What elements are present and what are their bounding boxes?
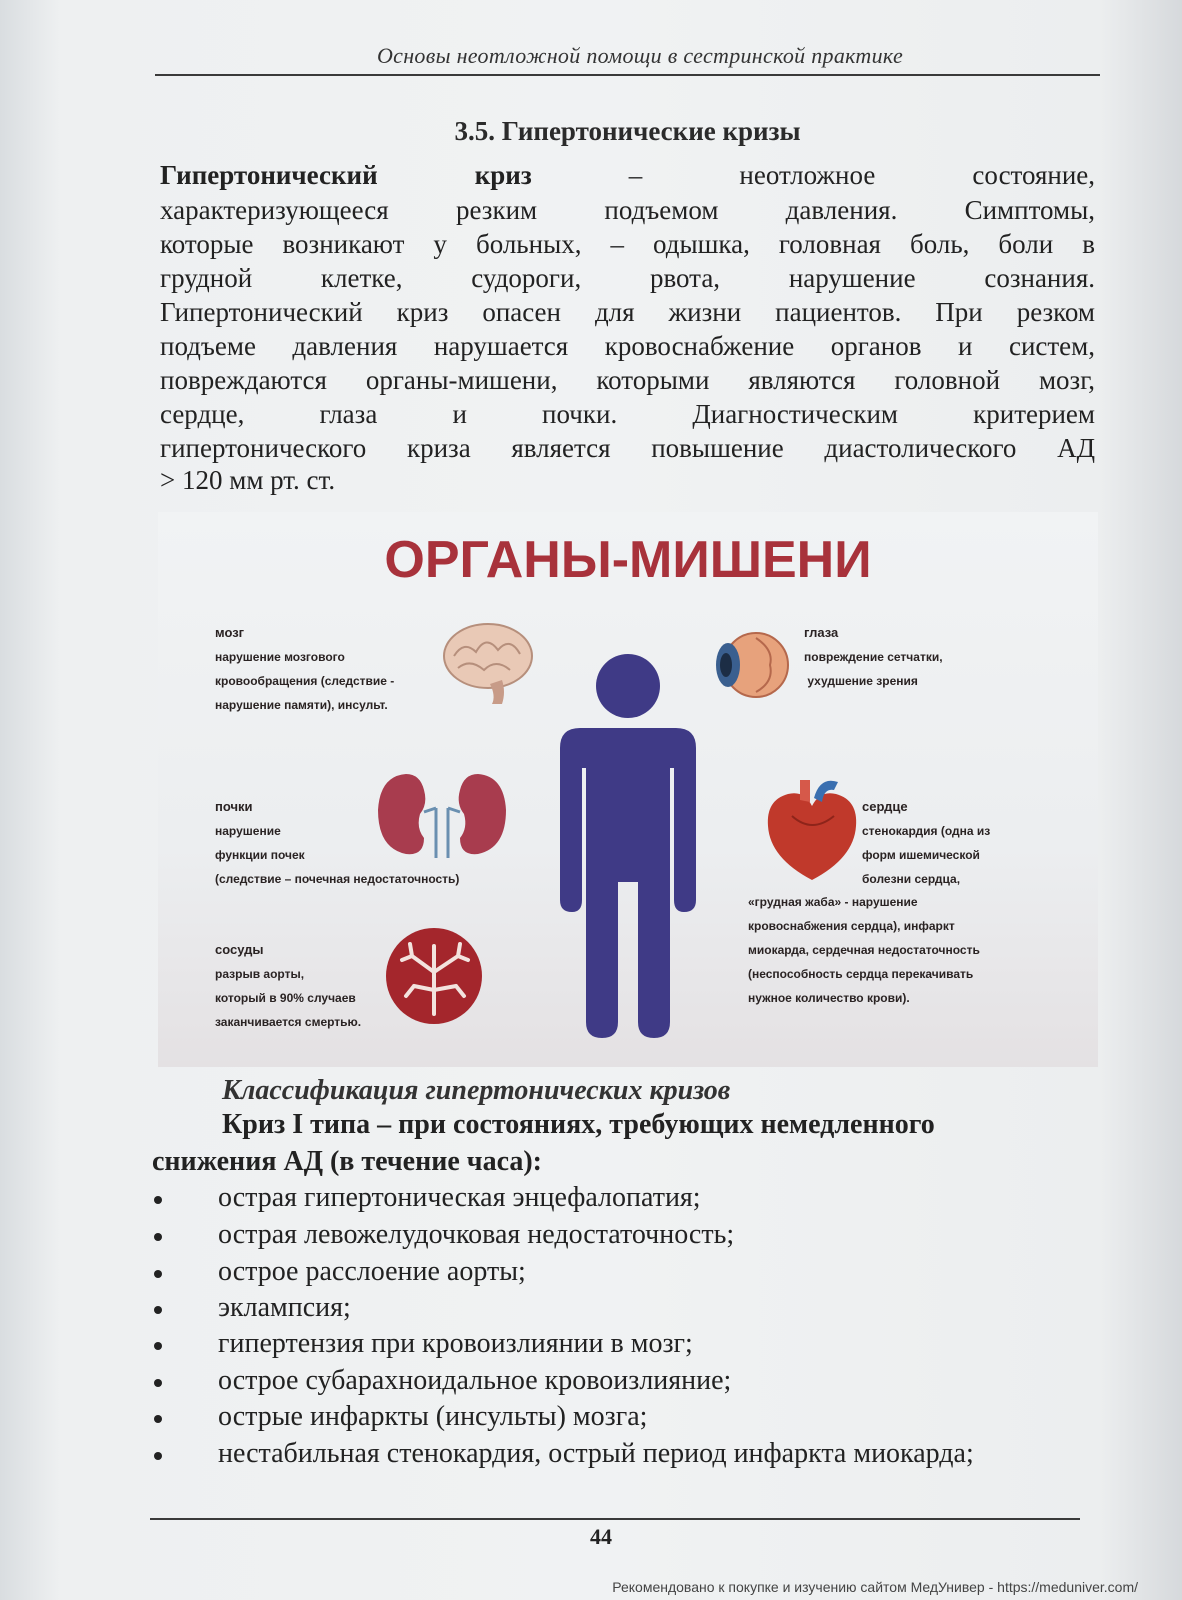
word: состояние, xyxy=(972,160,1096,190)
vessels-line: который в 90% случаев xyxy=(215,991,356,1005)
page-number: 44 xyxy=(590,1524,612,1549)
heart-more-line: миокарда, сердечная недостаточность xyxy=(748,943,980,957)
heart-text xyxy=(862,795,990,891)
eyes-text xyxy=(804,621,943,693)
bullet-icon xyxy=(154,1270,162,1278)
brain-text xyxy=(215,621,394,717)
eyes-title: глаза xyxy=(804,625,839,640)
heart-line: болезни сердца, xyxy=(862,872,961,886)
crisis-type1-heading-cont: снижения АД (в течение часа): xyxy=(152,1146,543,1177)
intro-line: сердце, глаза и почки. Диагностическим критерием xyxy=(160,399,1095,429)
brain-line: нарушение мозгового xyxy=(215,650,345,664)
eyes-line: повреждение сетчатки, xyxy=(804,650,943,664)
bullet-icon xyxy=(154,1342,162,1350)
intro-line: Гипертонический криз опасен для жизни пациентов. При резком xyxy=(160,297,1095,327)
bullet-icon xyxy=(154,1306,162,1314)
lead-term: Гипертонический xyxy=(160,160,378,190)
bullet-icon xyxy=(154,1196,162,1204)
intro-line: грудной клетке, судороги, рвота, нарушение сознания. xyxy=(160,263,1095,293)
brain-line: кровообращения (следствие - xyxy=(215,674,395,688)
intro-line: которые возникают у больных, – одышка, головная боль, боли в xyxy=(160,229,1095,259)
heart-icon xyxy=(762,776,862,886)
human-figure-icon xyxy=(558,650,698,1040)
word: неотложное xyxy=(739,160,876,190)
vessels-title: сосуды xyxy=(215,942,264,957)
kidneys-line: функции почек xyxy=(215,848,305,862)
brain-icon xyxy=(440,618,538,704)
heart-title: сердце xyxy=(862,799,908,814)
section-title: 3.5. Гипертонические кризы xyxy=(454,116,801,146)
intro-line-1 xyxy=(160,158,1095,192)
brain-title: мозг xyxy=(215,625,245,640)
bullet-icon xyxy=(154,1452,162,1460)
bullet-icon xyxy=(154,1415,162,1423)
kidneys-title: почки xyxy=(215,799,253,814)
vessels-line: разрыв аорты, xyxy=(215,967,305,981)
target-organs-infographic xyxy=(158,512,1098,1067)
intro-line: повреждаются органы-мишени, которыми являются головной мозг, xyxy=(160,365,1095,395)
vessels-text xyxy=(215,938,361,1034)
heart-more-line: «грудная жаба» - нарушение xyxy=(748,895,918,909)
heart-line: форм ишемической xyxy=(862,848,980,862)
bullet-icon xyxy=(154,1233,162,1241)
heart-more-text xyxy=(748,890,980,1010)
eyes-line: ухудшение зрения xyxy=(804,674,918,688)
heart-more-line: нужное количество крови). xyxy=(748,991,910,1005)
footer-rule xyxy=(150,1518,1080,1520)
eye-icon xyxy=(710,630,796,700)
running-header: Основы неотложной помощи в сестринской практике xyxy=(376,43,904,68)
vessels-line: заканчивается смертью. xyxy=(215,1015,362,1029)
brain-line: нарушение памяти), инсульт. xyxy=(215,698,388,712)
bullet-icon xyxy=(154,1379,162,1387)
classification-heading: Классификация гипертонических кризов xyxy=(222,1075,731,1106)
intro-line: характеризующееся резким подъемом давления. Симптомы, xyxy=(160,195,1095,225)
intro-line: > 120 мм рт. ст. xyxy=(160,465,336,495)
dash: – xyxy=(628,160,643,190)
intro-line: подъеме давления нарушается кровоснабжение органов и систем, xyxy=(160,331,1095,361)
heart-more-line: кровоснабжения сердца), инфаркт xyxy=(748,919,955,933)
kidneys-line: нарушение xyxy=(215,824,281,838)
heart-line: стенокардия (одна из xyxy=(862,824,991,838)
intro-line: гипертонического криза является повышение диастолического АД xyxy=(160,433,1095,463)
heart-more-line: (неспособность сердца перекачивать xyxy=(748,967,974,981)
kidneys-line: (следствие – почечная недостаточность) xyxy=(215,872,460,886)
header-rule xyxy=(155,74,1100,76)
crisis-type1-heading: Криз I типа – при состояниях, требующих немедленного xyxy=(222,1109,935,1140)
lead-term-2: криз xyxy=(474,160,532,190)
kidneys-text xyxy=(215,795,459,891)
vessels-icon xyxy=(384,926,484,1026)
infographic-title: ОРГАНЫ-МИШЕНИ xyxy=(384,531,872,589)
footer-note: Рекомендовано к покупке и изучению сайтом МедУнивер - https://meduniver.com/ xyxy=(612,1579,1138,1595)
